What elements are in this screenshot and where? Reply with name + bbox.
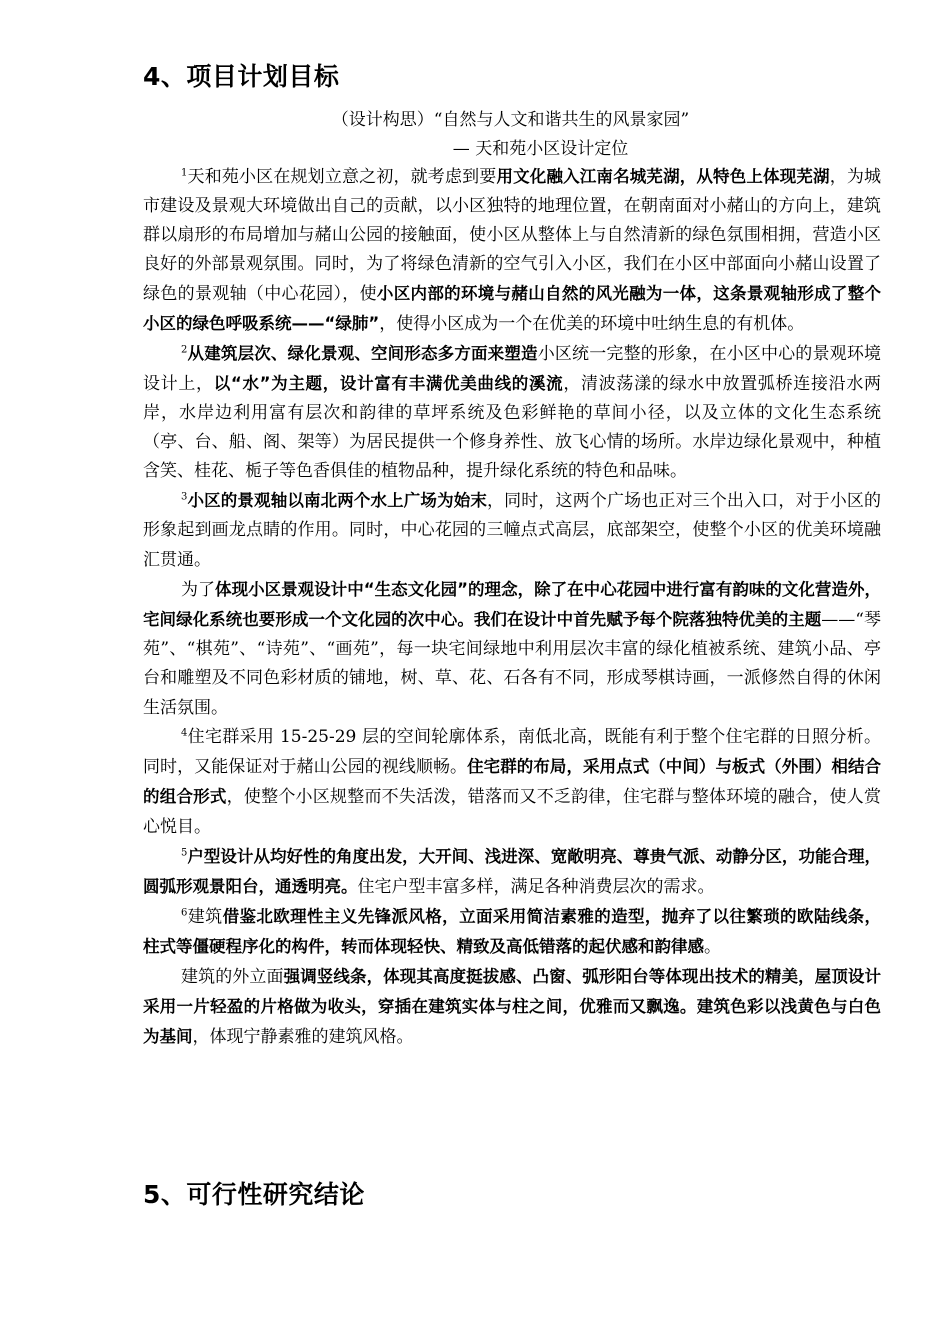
section-heading-5: 5、可行性研究结论: [143, 1180, 365, 1209]
text-span: ，同时，这两个广场也正对三个出入口，对于小区的形象起到画龙点睛的作用。同时，中心花园的三幢点式高层，底部架空，使整个小区的优美环境融汇贯通。: [143, 491, 882, 570]
section-heading-4: 4、项目计划目标: [143, 62, 340, 91]
emphasis-text: 以“水”为主题，设计富有丰满优美曲线的溪流: [213, 374, 564, 393]
paragraph-7: [143, 902, 881, 962]
paragraph-3: [143, 486, 881, 575]
design-positioning-subtitle: — 天和苑小区设计定位: [452, 139, 629, 159]
footnote-mark: 6: [181, 907, 188, 919]
emphasis-text: 住宅群的布局，采用点式（中间）与板式（外围）相结合的组合形式: [143, 757, 882, 806]
text-span: ，使整个小区规整而不失活泼，错落而又不乏韵律，住宅群与整体环境的融合，使人赏心悦目。: [143, 787, 882, 837]
paragraph-4: [143, 575, 881, 723]
paragraph-2: [143, 339, 881, 486]
emphasis-text: 用文化融入江南名城芜湖，从特色上体现芜湖: [496, 167, 830, 186]
emphasis-text: 从建筑层次、绿化景观、空间形态多方面来塑造: [187, 344, 538, 363]
paragraph-8: [143, 962, 881, 1052]
emphasis-text: 小区的景观轴以南北两个水上广场为始末: [187, 491, 487, 510]
footnote-mark: 2: [181, 344, 188, 356]
text-span: 建筑的外立面: [181, 967, 284, 987]
footnote-mark: 5: [181, 847, 188, 859]
footnote-mark: 1: [181, 167, 188, 179]
emphasis-text: 体现小区景观设计中“生态文化园”的理念，除了在中心花园中进行富有韵味的文化营造外，宅间绿化系统也要形成一个文化园的次中心。我们在设计中首先赋予每个院落独特优美的主题: [143, 580, 881, 629]
emphasis-text: 小区内部的环境与赭山自然的风光融为一体，这条景观轴形成了整个小区的绿色呼吸系统——“绿肺”: [143, 284, 882, 333]
body-text: [143, 162, 881, 1052]
text-span: ，为城市建设及景观大环境做出自己的贡献，以小区独特的地理位置，在朝南面对小赭山的方向上，建筑群以扇形的布局增加与赭山公园的接触面，使小区从整体上与自然清新的绿色氛围相拥，营造小区良好的外部景观氛围。同时，为了将绿色清新的空气引入小区，我们在小区中部面向小赭山设置了绿色的景观轴（中心花园），使: [143, 167, 882, 304]
paragraph-1: [143, 162, 881, 339]
text-span: 住宅群采用 15-25-29 层的空间轮廓体系，南低北高，既能有利于整个住宅群的日照分析。同时，又能保证对于赭山公园的视线顺畅。: [143, 727, 881, 777]
design-concept-subtitle: （设计构思）“自然与人文和谐共生的风景家园”: [331, 110, 690, 130]
text-span: ，体现宁静素雅的建筑风格。: [192, 1027, 414, 1047]
text-span: ，使得小区成为一个在优美的环境中吐纳生息的有机体。: [379, 314, 805, 334]
footnote-mark: 4: [181, 727, 188, 739]
text-span: 小区统一完整的形象，在小区中心的景观环境设计上，: [143, 344, 882, 394]
paragraph-6: [143, 842, 881, 902]
text-span: 建筑: [187, 907, 223, 927]
footnote-mark: 3: [181, 491, 188, 503]
text-span: 为了: [181, 580, 216, 600]
emphasis-text: 强调竖线条，体现其高度挺拔感、凸窗、弧形阳台等体现出技术的精美，屋顶设计采用一片轻盈的片格做为收头，穿插在建筑实体与柱之间，优雅而又飘逸。建筑色彩以浅黄色与白色为基间: [143, 967, 882, 1046]
text-span: ，清波荡漾的绿水中放置弧桥连接沿水两岸，水岸边利用富有层次和韵律的草坪系统及色彩鲜艳的草间小径，以及立体的文化生态系统（亭、台、船、阁、架等）为居民提供一个修身养性、放飞心情的场所。水岸边绿化景观中，种植含笑、桂花、栀子等色香俱佳的植物品种，提升绿化系统的特色和品味。: [143, 374, 881, 481]
emphasis-text: 户型设计从均好性的角度出发，大开间、浅进深、宽敞明亮、尊贵气派、动静分区，功能合理，圆弧形观景阳台，通透明亮。: [143, 847, 881, 896]
text-span: 。: [704, 937, 721, 957]
paragraph-5: [143, 723, 881, 842]
emphasis-text: 借鉴北欧理性主义先锋派风格，立面采用简洁素雅的造型，抛弃了以往繁琐的欧陆线条，柱式等僵硬程序化的构件，转而体现轻快、精致及高低错落的起伏感和韵律感: [143, 907, 882, 956]
text-span: ——“琴苑”、“棋苑”、“诗苑”、“画苑”，每一块宅间绿地中利用层次丰富的绿化植被系统、建筑小品、亭台和雕塑及不同色彩材质的铺地，树、草、花、石各有不同，形成琴棋诗画，一派修然自得的休闲生活氛围。: [143, 610, 881, 718]
text-span: 住宅户型丰富多样，满足各种消费层次的需求。: [357, 877, 715, 897]
text-span: 天和苑小区在规划立意之初，就考虑到要: [187, 167, 497, 187]
